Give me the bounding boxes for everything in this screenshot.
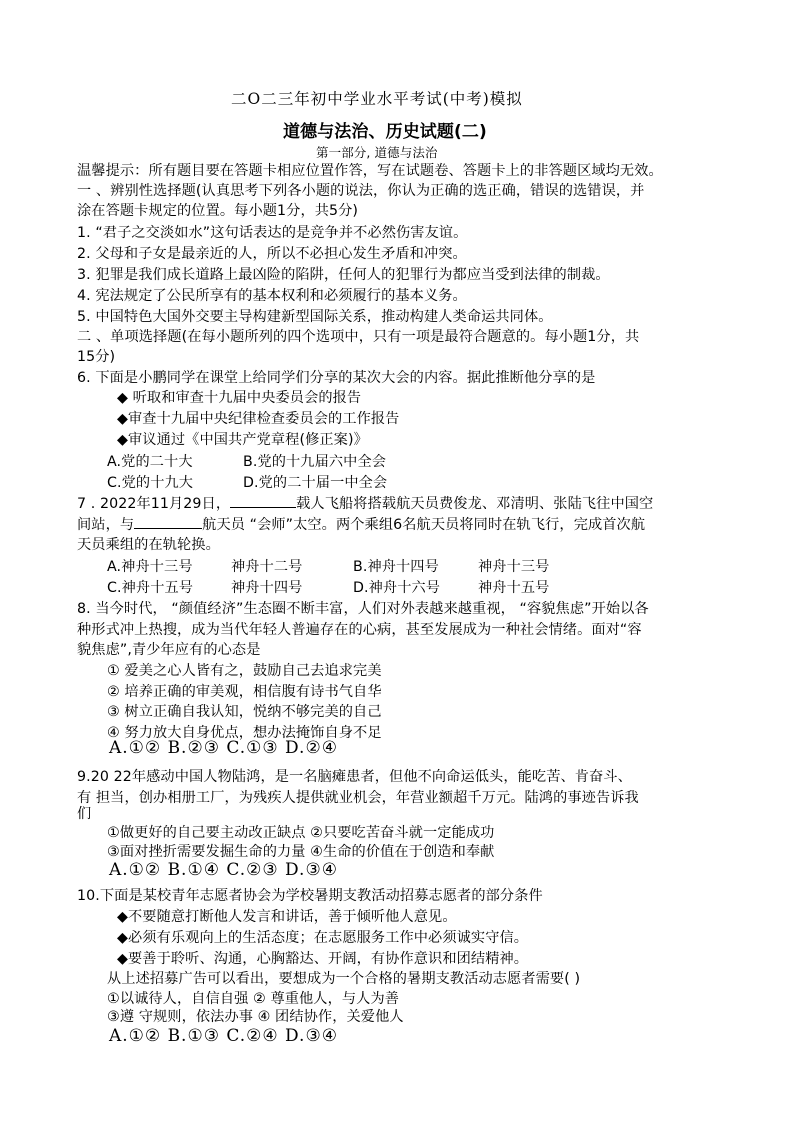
q9-statements-1: ①做更好的自己要主动改正缺点 ②只要吃苦奋斗就一定能成功: [107, 825, 495, 841]
q6-option-c: C.党的十九大: [107, 475, 194, 491]
q7-text-1a: 7 . 2022年11月29日，: [77, 496, 231, 512]
part-heading: 第一部分, 道德与法治: [316, 145, 438, 160]
q7-option-c2: 神舟十四号: [231, 580, 303, 596]
question-9-line-1: 9.20 22年感动中国人物陆鸿，是一名脑瘫患者，但他不向命运低头，能吃苦、肯奋斗、: [77, 769, 632, 785]
question-2: 2. 父母和子女是最亲近的人，所以不必担心发生矛盾和冲突。: [77, 246, 467, 262]
q9-statements-2: ③面对挫折需要发掘生命的力量 ④生命的价值在于创造和奉献: [107, 844, 495, 860]
q7-option-b2: 神舟十三号: [478, 559, 550, 575]
q10-statements-1: ①以诚待人，自信自强 ② 尊重他人，与人为善: [107, 991, 400, 1007]
q10-question: 从上述招募广告可以看出，要想成为一个合格的暑期支教活动志愿者需要( ): [107, 971, 581, 987]
q7-option-a1: A.神舟十三号: [107, 559, 193, 575]
q9-options: A.①② B.①④ C.②③ D.③④: [109, 860, 338, 880]
q10-bullet-1: ◆不要随意打断他人发言和讲话，善于倾听他人意见。: [117, 909, 457, 925]
q7-text-2a: 间站，与: [77, 517, 135, 533]
q7-text-2b: 航天员 “会师”太空。两个乘组6名航天员将同时在轨飞行，完成首次航: [202, 517, 646, 533]
q8-statement-4: ④ 努力放大自身优点，想办法掩饰自身不足: [107, 725, 382, 741]
q6-bullet-3: ◆审议通过《中国共产党章程(修正案)》: [117, 432, 368, 448]
question-8-line-3: 貌焦虑”,青少年应有的心态是: [77, 642, 261, 658]
question-7-line-2: [77, 514, 645, 535]
q7-option-d1: D.神舟十六号: [353, 580, 441, 596]
question-10-stem: 10.下面是某校青年志愿者协会为学校暑期支教活动招募志愿者的部分条件: [77, 888, 543, 904]
q6-bullet-1: ◆ 听取和审查十九届中央委员会的报告: [117, 390, 362, 406]
question-9-line-2: 有 担当，创办相册工厂，为残疾人提供就业机会，年营业额超千万元。陆鸿的事迹告诉我: [77, 790, 639, 806]
question-8-line-1: 8. 当今时代， “颜值经济”生态圈不断丰富，人们对外表越来越重视， “容貌焦虑”开始以各: [77, 601, 649, 617]
question-7-line-3: 天员乘组的在轨轮换。: [77, 537, 220, 553]
question-3: 3. 犯罪是我们成长道路上最凶险的陷阱，任何人的犯罪行为都应当受到法律的制裁。: [77, 267, 610, 283]
question-1: 1. “君子之交淡如水”这句话表达的是竞争并不必然伤害友谊。: [77, 225, 468, 241]
q10-statements-2: ③遵 守规则，依法办事 ④ 团结协作，关爱他人: [107, 1009, 404, 1025]
section2-heading-cont: 15分): [77, 349, 116, 365]
question-7-line-1: [77, 493, 653, 514]
q6-option-a: A.党的二十大: [107, 454, 193, 470]
q6-option-d: D.党的二十届一中全会: [243, 475, 388, 491]
q10-bullet-2: ◆必须有乐观向上的生活态度；在志愿服务工作中必须诚实守信。: [117, 930, 529, 946]
q8-options: A.①② B.②③ C.①③ D.②④: [109, 738, 338, 758]
question-5: 5. 中国特色大国外交要主导构建新型国际关系，推动构建人类命运共同体。: [77, 309, 553, 325]
q7-option-c1: C.神舟十五号: [107, 580, 194, 596]
q7-text-1b: 载人飞船将搭载航天员费俊龙、邓清明、张陆飞往中国空: [296, 496, 654, 512]
q6-bullet-2: ◆审查十九届中央纪律检查委员会的工作报告: [117, 411, 400, 427]
section1-heading-cont: 涂在答题卡规定的位置。每小题1分，共5分): [77, 203, 359, 219]
answer-blank-2: [134, 514, 202, 529]
question-6-stem: 6. 下面是小鹏同学在课堂上给同学们分享的某次大会的内容。据此推断他分享的是: [77, 370, 596, 386]
section2-heading: 二 、单项选择题(在每小题所列的四个选项中，只有一项是最符合题意的。每小题1分，共: [77, 329, 640, 345]
answer-blank-1: [230, 493, 296, 508]
tip-text: 温馨提示：所有题目要在答题卡相应位置作答，写在试题卷、答题卡上的非答题区域均无效。: [77, 163, 663, 179]
q8-statement-1: ① 爱美之心人皆有之，鼓励自己去追求完美: [107, 663, 382, 679]
q8-statement-3: ③ 树立正确自我认知，悦纳不够完美的自己: [107, 704, 382, 720]
q7-option-d2: 神舟十五号: [478, 580, 550, 596]
section1-heading: 一 、辨别性选择题(认真思考下列各小题的说法，你认为正确的选正确，错误的选错误，并: [77, 183, 645, 199]
q7-option-b1: B.神舟十四号: [353, 559, 439, 575]
question-8-line-2: 种形式冲上热搜，成为当代年轻人普遍存在的心病，甚至发展成为一种社会情绪。面对“容: [77, 622, 642, 638]
q6-option-b: B.党的十九届六中全会: [243, 454, 387, 470]
q10-options: A.①② B.①③ C.②④ D.③④: [109, 1026, 338, 1046]
exam-subtitle: 道德与法治、历史试题(二): [283, 122, 487, 142]
q7-option-a2: 神舟十二号: [231, 559, 303, 575]
exam-title: 二O二三年初中学业水平考试(中考)模拟: [231, 90, 523, 108]
q10-bullet-3: ◆要善于聆听、沟通，心胸豁达、开阔，有协作意识和团结精神。: [117, 951, 529, 967]
q8-statement-2: ② 培养正确的审美观，相信腹有诗书气自华: [107, 684, 382, 700]
question-9-line-3: 们: [77, 806, 92, 822]
question-4: 4. 宪法规定了公民所享有的基本权利和必须履行的基本义务。: [77, 288, 467, 304]
